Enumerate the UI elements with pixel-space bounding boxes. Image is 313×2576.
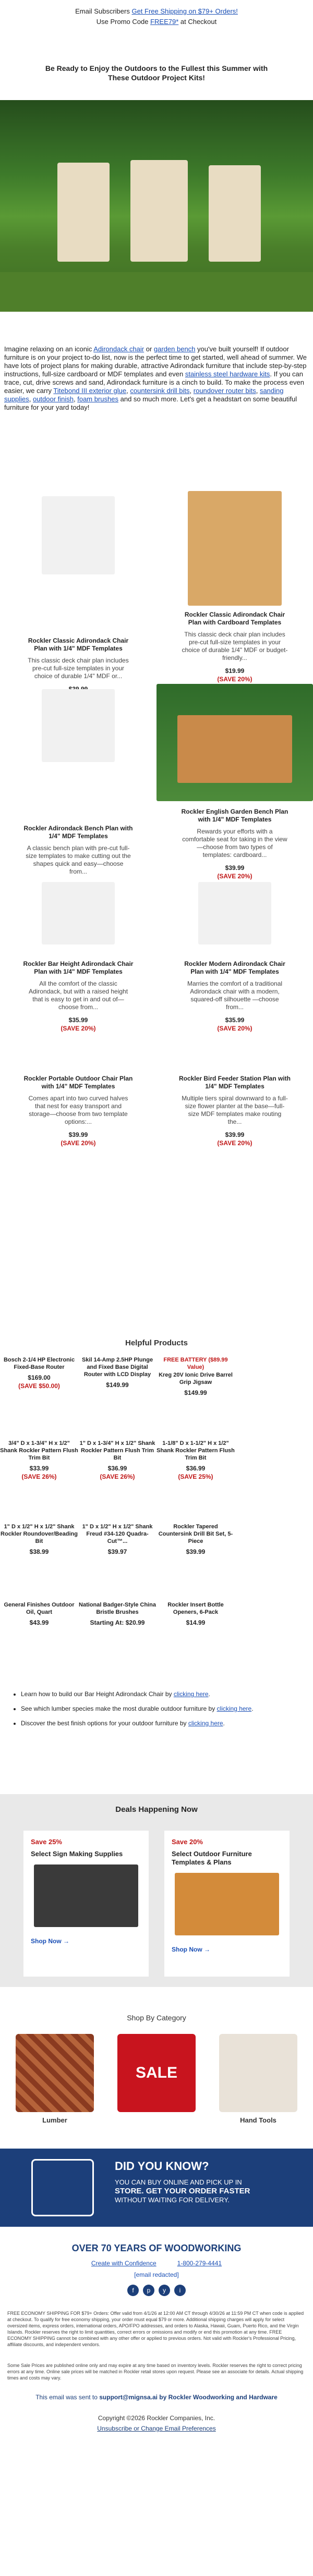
- product-title[interactable]: Rockler English Garden Bench Plan with 1/4" MDF Templates: [181, 808, 288, 823]
- deal-image: [34, 1864, 138, 1927]
- deals-section: [0, 1794, 313, 1987]
- bar-height-link[interactable]: clicking here: [173, 1690, 209, 1698]
- helpful-products-grid: [0, 1356, 313, 1669]
- product-savings: (SAVE 20%): [217, 1139, 252, 1147]
- promo-line-2-prefix: Use Promo Code: [96, 18, 151, 26]
- promo-line-2-suffix: at Checkout: [178, 18, 217, 26]
- deal-card[interactable]: [23, 1831, 149, 1977]
- bullet-text: Learn how to build our Bar Height Adirondack Chair by: [21, 1690, 174, 1698]
- intro-text: . If you can trace, cut, drive screws and sand, Adirondack furniture is a cinch to build. To make the process even easier, we carry: [4, 370, 304, 395]
- intro-paragraph: [4, 345, 309, 412]
- headline-line-1: Be Ready to Enjoy the Outdoors to the Fullest this Summer with: [45, 64, 268, 72]
- headline: [0, 53, 313, 84]
- product-image: [198, 882, 271, 944]
- product-price: $39.99: [225, 1131, 245, 1138]
- item-price: $33.99: [29, 1465, 49, 1472]
- item-name[interactable]: Kreg 20V Ionic Drive Barrel Grip Jigsaw: [159, 1371, 233, 1385]
- item-price: $38.99: [29, 1548, 49, 1555]
- product-card[interactable]: [156, 491, 313, 683]
- hero-ground: [0, 272, 313, 312]
- product-savings: (SAVE 20%): [217, 1024, 252, 1032]
- item-name[interactable]: 1" D x 1-3/4" H x 1/2" Shank Rockler Pattern Flush Trim Bit: [79, 1440, 155, 1461]
- dyk-title: DID YOU KNOW?: [115, 2160, 209, 2173]
- deal-percent: Save 20%: [172, 1838, 203, 1846]
- sent-prefix: This email was sent to: [35, 2394, 100, 2401]
- phone-link[interactable]: 1-800-279-4441: [177, 2260, 222, 2267]
- roundover-link[interactable]: roundover router bits: [193, 387, 256, 395]
- intro-text: ,: [126, 387, 130, 395]
- product-price: $35.99: [225, 1016, 245, 1024]
- helpful-products-title: Helpful Products: [125, 1339, 188, 1347]
- dyk-body: [115, 2178, 271, 2204]
- sent-to-line: [0, 2394, 313, 2402]
- product-image: [188, 491, 282, 606]
- product-grid: [0, 491, 313, 1304]
- item-savings: (SAVE 26%): [21, 1473, 57, 1480]
- bullet-end: .: [223, 1720, 225, 1727]
- helpful-item[interactable]: [78, 1523, 156, 1556]
- product-card[interactable]: [0, 684, 156, 875]
- chair-shape-middle: [130, 160, 188, 262]
- item-name[interactable]: 1" D x 1/2" H x 1/2" Shank Freud #34-120 Quadra-Cut™...: [82, 1524, 153, 1544]
- product-image: [42, 689, 115, 762]
- product-title[interactable]: Rockler Classic Adirondack Chair Plan with 1/4" MDF Templates: [28, 637, 129, 652]
- fine-print-1: FREE ECONOMY SHIPPING FOR $79+ Orders: Offer valid from 4/1/26 at 12:00 AM CT through 4/30/26 at 11:59 PM CT when code is applied at checkout. To qualify for free economy shipping, your order must equal $79 or more. Additional shipping charges will apply for select oversized items, express orders, international orders, APO/FPO addresses, and orders to Alaska, Hawaii, Guam, Puerto Rico, and the Virgin Islands. Rockler reserves the right to limit quantities, correct errors or omissions and modify or end this promotion at any time. FREE ECONOMY SHIPPING cannot be combined with any other offer or applied to previous orders. Not valid with Rockler's Professional Pricing, affiliate discounts, and independent vendors.: [7, 2311, 304, 2347]
- product-title[interactable]: Rockler Bird Feeder Station Plan with 1/4" MDF Templates: [178, 1075, 291, 1090]
- did-you-know-banner[interactable]: [0, 2149, 313, 2227]
- promo-line-1-prefix: Email Subscribers: [75, 7, 132, 15]
- item-savings: (SAVE $50.00): [18, 1382, 60, 1390]
- product-card[interactable]: [0, 491, 156, 679]
- item-price: $149.99: [184, 1389, 207, 1396]
- helpful-item[interactable]: [0, 1440, 78, 1481]
- helpful-item[interactable]: [0, 1601, 78, 1627]
- bullet-text: Discover the best finish options for your outdoor furniture by: [21, 1720, 188, 1727]
- footer-title: OVER 70 YEARS OF WOODWORKING: [71, 2243, 242, 2253]
- deal-image: [175, 1873, 279, 1935]
- category-title: Shop By Category: [127, 2014, 186, 2022]
- intro-text: ,: [74, 395, 78, 403]
- product-card[interactable]: [156, 1070, 313, 1205]
- product-savings: (SAVE 20%): [217, 675, 252, 683]
- learn-more-item: [21, 1690, 292, 1698]
- product-savings: (SAVE 20%): [217, 872, 252, 880]
- product-description: This classic deck chair plan includes pre-cut full-size templates in your choice of durable 1/4" MDF or budget-friendly...: [182, 631, 288, 661]
- bullet-end: .: [251, 1705, 254, 1712]
- intro-text: ,: [189, 387, 194, 395]
- product-savings: (SAVE 20%): [61, 1139, 96, 1147]
- item-name[interactable]: 1" D x 1/2" H x 1/2" Shank Rockler Roundover/Beading Bit: [1, 1524, 78, 1544]
- item-price: $36.99: [107, 1465, 127, 1472]
- item-price: Starting At: $20.99: [90, 1619, 145, 1626]
- product-title[interactable]: Rockler Bar Height Adirondack Chair Plan with 1/4" MDF Templates: [23, 960, 134, 975]
- item-name[interactable]: 3/4" D x 1-3/4" H x 1/2" Shank Rockler Pattern Flush Trim Bit: [0, 1440, 78, 1461]
- dyk-line-1: YOU CAN BUY ONLINE AND PICK UP IN: [115, 2178, 242, 2186]
- product-title[interactable]: Rockler Adirondack Bench Plan with 1/4" MDF Templates: [23, 825, 133, 840]
- deals-title: Deals Happening Now: [115, 1805, 198, 1814]
- shop-by-category: [0, 2013, 313, 2138]
- product-card[interactable]: [0, 1070, 156, 1205]
- foam-brushes-link[interactable]: foam brushes: [77, 395, 118, 403]
- chair-shape-left: [57, 163, 110, 262]
- item-name[interactable]: Rockler Insert Bottle Openers, 6-Pack: [167, 1602, 224, 1615]
- helpful-item[interactable]: [156, 1601, 235, 1627]
- product-price: $35.99: [68, 1016, 88, 1024]
- product-description: Comes apart into two curved halves that nest for easy transport and storage—choose from two template options:...: [28, 1095, 128, 1125]
- footer: [0, 2242, 313, 2296]
- item-price: $43.99: [29, 1619, 49, 1626]
- product-description: A classic bench plan with pre-cut full-size templates to make cutting out the shapes quick and easy—choose from...: [26, 844, 131, 875]
- helpful-item[interactable]: [0, 1356, 78, 1390]
- adirondack-chair-link[interactable]: Adirondack chair: [93, 345, 145, 353]
- chair-shape-right: [209, 165, 261, 262]
- item-name[interactable]: National Badger-Style China Bristle Brushes: [79, 1602, 156, 1615]
- pinterest-icon[interactable]: p: [143, 2285, 154, 2296]
- deal-name[interactable]: Select Sign Making Supplies: [31, 1849, 123, 1858]
- helpful-item[interactable]: [78, 1440, 156, 1481]
- item-price: $39.97: [107, 1548, 127, 1555]
- product-card[interactable]: [0, 877, 156, 1064]
- helpful-item[interactable]: [78, 1356, 156, 1390]
- item-price: $14.99: [186, 1619, 206, 1626]
- helpful-item[interactable]: [156, 1356, 235, 1397]
- hardware-kits-link[interactable]: stainless steel hardware kits: [185, 370, 270, 378]
- bench-shape: [177, 715, 292, 783]
- item-name[interactable]: Bosch 2-1/4 HP Electronic Fixed-Base Router: [3, 1357, 75, 1370]
- product-card[interactable]: [156, 684, 313, 880]
- product-title[interactable]: Rockler Modern Adirondack Chair Plan with 1/4" MDF Templates: [184, 960, 285, 975]
- category-hand-tools-label[interactable]: Hand Tools: [240, 2116, 276, 2124]
- email-body: [0, 48, 313, 2576]
- learn-more-item: [21, 1704, 292, 1713]
- shop-confidence-link[interactable]: Create with Confidence: [91, 2260, 156, 2267]
- item-savings: (SAVE 25%): [178, 1473, 213, 1480]
- store-icon: [31, 2159, 94, 2216]
- item-price: $149.99: [106, 1381, 129, 1389]
- product-description: Marries the comfort of a traditional Adirondack chair with a modern, squared-off silhouette —choose from...: [187, 980, 283, 1011]
- shop-now-link[interactable]: Shop Now →: [31, 1937, 69, 1945]
- copyright: Copyright ©2026 Rockler Companies, Inc.: [98, 2414, 215, 2422]
- dyk-line-3: WITHOUT WAITING FOR DELIVERY.: [115, 2196, 230, 2204]
- category-hand-tools-tile[interactable]: [219, 2034, 297, 2112]
- footer-contact-row: [0, 2260, 313, 2268]
- product-description: Multiple tiers spiral downward to a full-size flower planter at the base—full-size MDF templates make routing the...: [182, 1095, 288, 1125]
- item-name[interactable]: Rockler Tapered Countersink Drill Bit Set, 5-Piece: [158, 1524, 233, 1544]
- product-price: $39.99: [68, 1131, 88, 1138]
- intro-text: or: [144, 345, 154, 353]
- shop-now-link[interactable]: Shop Now →: [172, 1945, 210, 1953]
- category-lumber-label[interactable]: Lumber: [42, 2116, 67, 2124]
- countersink-link[interactable]: countersink drill bits: [130, 387, 190, 395]
- helpful-item[interactable]: [78, 1601, 156, 1627]
- instagram-icon[interactable]: i: [174, 2285, 186, 2296]
- headline-line-2: These Outdoor Project Kits!: [108, 73, 205, 82]
- hero-photo: [0, 100, 313, 312]
- free-shipping-link[interactable]: Get Free Shipping on $79+ Orders!: [131, 7, 238, 15]
- outdoor-finish-link[interactable]: outdoor finish: [32, 395, 74, 403]
- category-sale-tile[interactable]: SALE: [117, 2034, 196, 2112]
- product-description: Rewards your efforts with a comfortable seat for taking in the view—choose from two types of templates: cardboard...: [182, 828, 287, 858]
- bullet-end: .: [208, 1690, 210, 1698]
- sent-email: support@mignsa.ai: [99, 2394, 158, 2401]
- item-name[interactable]: Skil 14-Amp 2.5HP Plunge and Fixed Base Digital Router with LCD Display: [81, 1357, 153, 1378]
- titebond-link[interactable]: Titebond III exterior glue: [53, 387, 127, 395]
- promo-line-2: [0, 17, 313, 27]
- helpful-item[interactable]: [156, 1523, 235, 1556]
- sanding-link[interactable]: sanding supplies: [4, 387, 284, 403]
- email-label: [email redacted]: [134, 2271, 179, 2278]
- product-card[interactable]: [156, 877, 313, 1064]
- learn-more-item: [21, 1719, 292, 1727]
- item-name[interactable]: 1-1/8" D x 1-1/2" H x 1/2" Shank Rockler Pattern Flush Trim Bit: [156, 1440, 235, 1461]
- promo-bar: [0, 0, 313, 48]
- product-price: $39.99: [225, 864, 245, 872]
- item-price: $39.99: [186, 1548, 206, 1555]
- intro-text: you've built yourself! If outdoor furniture is on your project to-do list, now is the perfect time to get started, well ahead of summer. We have lots of project plans for making durable, attractive Adirondack furniture that include step-by-step instructions, full-size cardboard or MDF templates and even: [4, 345, 307, 378]
- learn-more-list: [21, 1690, 292, 1734]
- garden-bench-link[interactable]: garden bench: [153, 345, 196, 353]
- category-lumber-tile[interactable]: [16, 2034, 94, 2112]
- dyk-line-2: STORE. GET YOUR ORDER FASTER: [115, 2187, 250, 2195]
- item-name[interactable]: General Finishes Outdoor Oil, Quart: [4, 1602, 75, 1615]
- item-price: $36.99: [186, 1465, 206, 1472]
- intro-text: Imagine relaxing on an iconic: [4, 345, 94, 353]
- unsubscribe-link[interactable]: Unsubscribe or Change Email Preferences: [97, 2425, 216, 2432]
- youtube-icon[interactable]: y: [159, 2285, 170, 2296]
- helpful-item[interactable]: [156, 1440, 235, 1481]
- helpful-item[interactable]: [0, 1523, 78, 1556]
- item-price: $169.00: [28, 1374, 51, 1381]
- finish-options-link[interactable]: clicking here: [188, 1720, 223, 1727]
- hero-image[interactable]: [0, 100, 313, 312]
- social-icons: [127, 2285, 186, 2296]
- facebook-icon[interactable]: f: [127, 2285, 139, 2296]
- intro-text: and so much more. Let's get a headstart on some beautiful furniture for your yard today!: [4, 395, 297, 411]
- intro-text: ,: [29, 395, 33, 403]
- sent-suffix: by Rockler Woodworking and Hardware: [157, 2394, 278, 2401]
- deal-card[interactable]: [164, 1831, 290, 1977]
- bullet-text: See which lumber species make the most durable outdoor furniture by: [21, 1705, 217, 1712]
- item-tag: FREE BATTERY ($89.99 Value): [163, 1357, 228, 1371]
- product-title[interactable]: Rockler Classic Adirondack Chair Plan with Cardboard Templates: [184, 611, 285, 626]
- product-savings: (SAVE 20%): [61, 1024, 96, 1032]
- intro-text: ,: [256, 387, 260, 395]
- promo-code-link[interactable]: FREE79*: [150, 18, 179, 26]
- product-price: $19.99: [225, 667, 245, 674]
- deal-percent: Save 25%: [31, 1838, 62, 1846]
- item-savings: (SAVE 26%): [100, 1473, 135, 1480]
- product-image: [42, 882, 115, 944]
- lumber-species-link[interactable]: clicking here: [216, 1705, 252, 1712]
- product-description: All the comfort of the classic Adirondack, but with a raised height that is easy to get in and out of—choose from...: [28, 980, 128, 1011]
- deal-name[interactable]: Select Outdoor Furniture Templates & Plans: [172, 1849, 252, 1866]
- product-description: This classic deck chair plan includes pre-cut full-size templates in your choice of durable 1/4" MDF or...: [28, 657, 129, 680]
- promo-line-1: [0, 6, 313, 17]
- product-image: [42, 496, 115, 574]
- product-title[interactable]: Rockler Portable Outdoor Chair Plan with 1/4" MDF Templates: [23, 1075, 133, 1090]
- fine-print-2: Some Sale Prices are published online only and may expire at any time based on inventory levels. Rockler reserves the right to correct pricing errors at any time. Online sale prices will be matched in Rockler retail stores upon request. Please see an associate for details. Actual shipping times and costs may vary.: [7, 2363, 304, 2381]
